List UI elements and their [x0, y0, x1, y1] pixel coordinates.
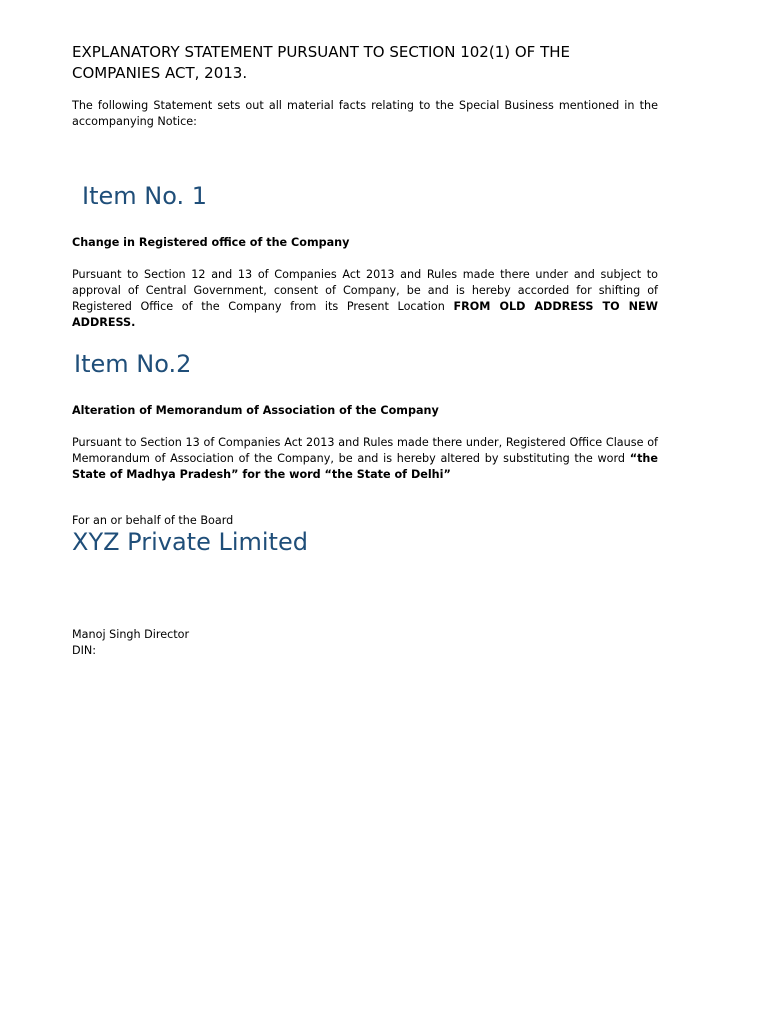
item-2-body-text: Pursuant to Section 13 of Companies Act 2013 and Rules made there under, Registered Office Clause of Memorandum of Association of the Company, be and is hereby altered by substituting the word — [72, 436, 658, 465]
document-title: EXPLANATORY STATEMENT PURSUANT TO SECTION 102(1) OF THE COMPANIES ACT, 2013. — [72, 43, 570, 82]
item-2-body-emphasis: “the State of Madhya Pradesh” for the word “the State of Delhi” — [72, 452, 658, 481]
company-name: XYZ Private Limited — [72, 528, 308, 556]
item-1-body — [72, 267, 658, 331]
item-2-subheading: Alteration of Memorandum of Association of the Company — [72, 404, 439, 417]
item-1-heading: Item No. 1 — [82, 182, 208, 210]
item-1-body-emphasis: FROM OLD ADDRESS TO NEW ADDRESS. — [72, 300, 658, 329]
item-1-subheading: Change in Registered office of the Company — [72, 236, 350, 249]
item-1-body-text: Pursuant to Section 12 and 13 of Companies Act 2013 and Rules made there under and subject to approval of Central Government, consent of Company, be and is hereby accorded for shifting of Registered Office of the Company from its Present Location — [72, 268, 658, 313]
din-label: DIN: — [72, 644, 97, 657]
item-2-body — [72, 435, 658, 483]
board-line: For an or behalf of the Board — [72, 514, 234, 527]
intro-paragraph: The following Statement sets out all material facts relating to the Special Business mentioned in the accompanying Notice: — [72, 99, 658, 128]
item-2-heading: Item No.2 — [74, 350, 192, 378]
signatory-name: Manoj Singh Director — [72, 628, 190, 641]
